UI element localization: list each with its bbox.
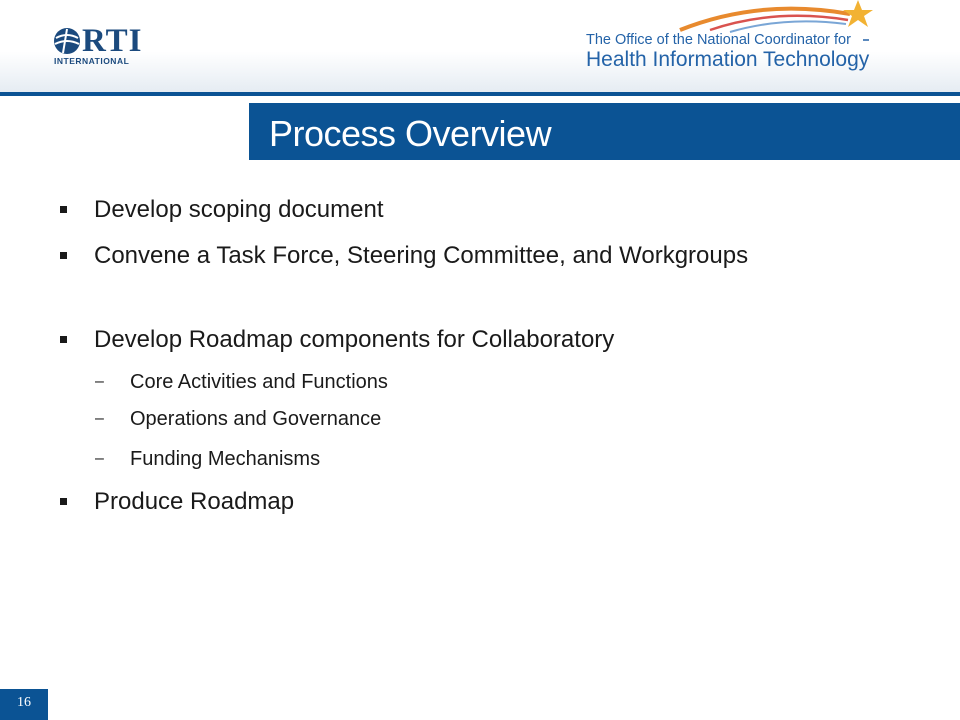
bullet-text: Produce Roadmap [94, 488, 295, 515]
rti-logo-name: RTI [82, 23, 143, 59]
onc-logo-line2: Health Information Technology [586, 48, 870, 71]
onc-logo-line1: The Office of the National Coordinator for [586, 32, 851, 48]
sub-bullet-text: Operations and Governance [130, 408, 382, 430]
square-bullet-icon [60, 206, 67, 213]
bullet-text: Convene a Task Force, Steering Committee, and Workgroups [94, 242, 749, 269]
page-number: 16 [17, 695, 31, 710]
dash-bullet-icon: – [95, 450, 104, 467]
sub-bullet-text: Funding Mechanisms [130, 448, 321, 470]
square-bullet-icon [60, 498, 67, 505]
square-bullet-icon [60, 336, 67, 343]
dash-bullet-icon: – [95, 373, 104, 390]
dash-bullet-icon: – [95, 410, 104, 427]
rti-logo-subtitle: INTERNATIONAL [54, 56, 130, 66]
square-bullet-icon [60, 252, 67, 259]
slide-title: Process Overview [269, 113, 552, 154]
page-number-box [0, 689, 48, 720]
bullet-text: Develop Roadmap components for Collaboratory [94, 326, 615, 353]
sub-bullet-text: Core Activities and Functions [130, 371, 388, 393]
bullet-text: Develop scoping document [94, 196, 384, 223]
